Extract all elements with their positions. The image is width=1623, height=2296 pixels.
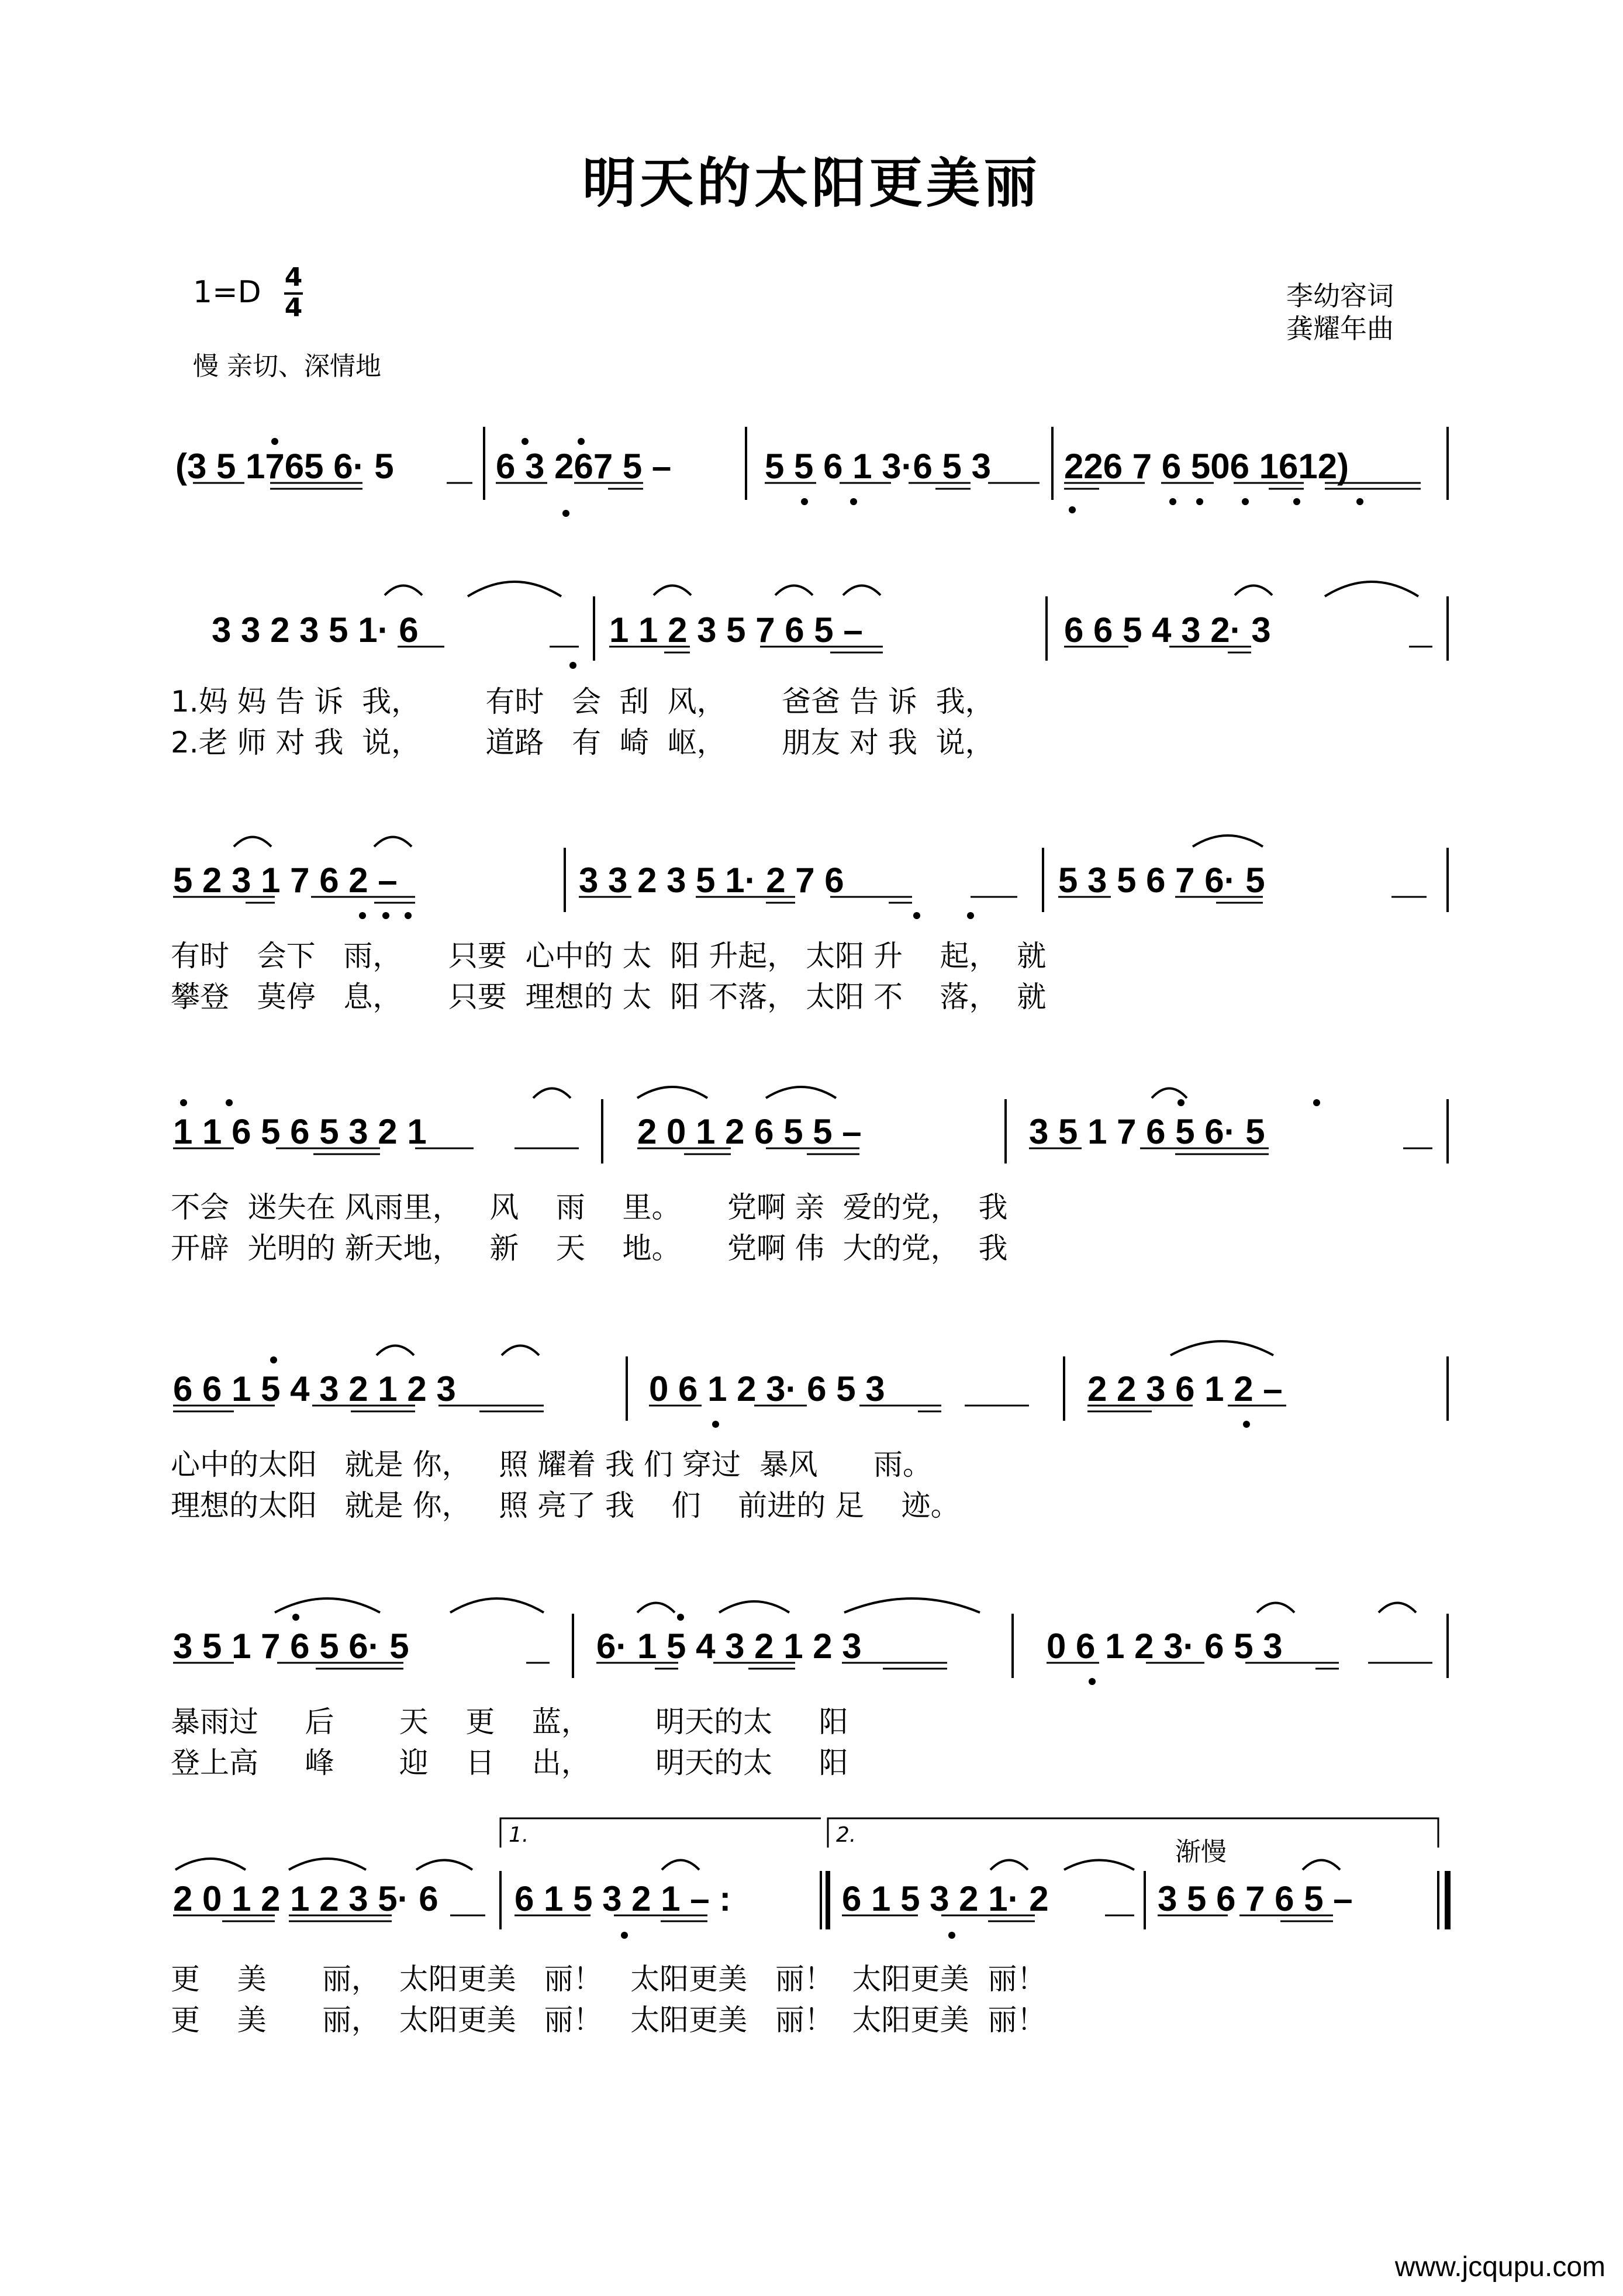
lyrics-row-6-verse-2: 更 美 丽， 太阳更美 丽！ 太阳更美 丽！ 太阳更美 丽！ bbox=[171, 2003, 1047, 2037]
lyrics-row-1-verse-2: 2.老 师 对 我 说， 道路 有 崎 岖， 朋友 对 我 说， bbox=[171, 726, 994, 759]
number-notation bbox=[173, 447, 1353, 1918]
lyrics-row-1-verse-1: 1.妈 妈 告 诉 我， 有时 会 刮 风， 爸爸 告 诉 我， bbox=[171, 685, 994, 719]
notation-row-2b: 1 1 2 3 5 7 6 5 – bbox=[609, 610, 863, 650]
composer: 龚耀年曲 bbox=[1286, 313, 1394, 344]
lyrics-row-5-verse-2: 登上高 峰 迎 日 出， 明天的太 阳 bbox=[171, 1746, 848, 1780]
volta-brackets bbox=[500, 1818, 1438, 1848]
notation-row-3a: 5 2 3 1 7 6 2 – bbox=[173, 861, 398, 900]
notation-row-4b: 2 0 1 2 6 5 5 – bbox=[637, 1112, 862, 1151]
key-signature: 1=D bbox=[193, 275, 261, 310]
lyrics-row-2-verse-2: 攀登 莫停 息， 只要 理想的 太 阳 不落， 太阳 不 落， 就 bbox=[171, 980, 1047, 1014]
lyrics-row-2-verse-1: 有时 会下 雨， 只要 心中的 太 阳 升起， 太阳 升 起， 就 bbox=[171, 939, 1047, 973]
notation-row-1c: 5 5 6 1 3·6 5 3 bbox=[765, 447, 991, 486]
song-title: 明天的太阳更美丽 bbox=[582, 151, 1041, 215]
notation-row-6c: 0 6 1 2 3· 6 5 3 bbox=[1047, 1627, 1283, 1666]
rit-marking: 渐慢 bbox=[1175, 1837, 1227, 1867]
lyrics-row-4-verse-1: 心中的太阳 就是 你， 照 耀着 我 们 穿过 暴风 雨。 bbox=[171, 1448, 932, 1482]
lyrics-row-3-verse-1: 不会 迷失在 风雨里， 风 雨 里。 党啊 亲 爱的党， 我 bbox=[171, 1190, 1008, 1224]
watermark: www.jcqupu.com bbox=[1394, 2252, 1605, 2283]
tempo-marking: 慢 亲切、深情地 bbox=[193, 351, 381, 381]
notation-row-2c: 6 6 5 4 3 2· 3 bbox=[1064, 610, 1271, 650]
notation-row-5b: 0 6 1 2 3· 6 5 3 bbox=[649, 1369, 885, 1408]
notation-row-4c: 3 5 1 7 6 5 6· 5 bbox=[1029, 1112, 1265, 1151]
time-signature-top: 4 bbox=[284, 263, 303, 292]
notation-row-4a: 1 1 6 5 6 5 3 2 1 bbox=[173, 1112, 427, 1151]
ending-2-label: 2. bbox=[836, 1823, 857, 1847]
notation-row-5c: 2 2 3 6 1 2 – bbox=[1087, 1369, 1283, 1408]
notation-row-7d: 3 5 6 7 6 5 – bbox=[1158, 1879, 1353, 1918]
notation-row-6b: 6· 1 5 4 3 2 1 2 3 bbox=[596, 1627, 862, 1666]
lyrics-row-4-verse-2: 理想的太阳 就是 你， 照 亮了 我 们 前进的 足 迹。 bbox=[171, 1489, 960, 1522]
lyricist: 李幼容词 bbox=[1286, 280, 1394, 312]
notation-row-7b: 6 1 5 3 2 1 – : bbox=[514, 1879, 731, 1918]
notation-row-1: (3 5 1765 6· 5 bbox=[175, 447, 394, 486]
time-signature-bottom: 4 bbox=[284, 293, 303, 323]
lyrics-row-3-verse-2: 开辟 光明的 新天地， 新 天 地。 党啊 伟 大的党， 我 bbox=[171, 1231, 1008, 1265]
notation-row-7a: 2 0 1 2 1 2 3 5· 6 bbox=[173, 1879, 438, 1918]
notation-row-1d: 226 7 6 506 1612) bbox=[1064, 447, 1349, 486]
notation-row-3c: 5 3 5 6 7 6· 5 bbox=[1058, 861, 1265, 900]
notation-row-2a: 3 3 2 3 5 1· 6 bbox=[212, 610, 419, 650]
lyrics-row-6-verse-1: 更 美 丽， 太阳更美 丽！ 太阳更美 丽！ 太阳更美 丽！ bbox=[171, 1962, 1047, 1996]
notation-row-3b: 3 3 2 3 5 1· 2 7 6 bbox=[579, 861, 844, 900]
ending-1-label: 1. bbox=[509, 1823, 529, 1847]
lyrics-row-5-verse-1: 暴雨过 后 天 更 蓝， 明天的太 阳 bbox=[171, 1705, 848, 1739]
notation-row-7c: 6 1 5 3 2 1· 2 bbox=[842, 1879, 1049, 1918]
notation-row-6a: 3 5 1 7 6 5 6· 5 bbox=[173, 1627, 409, 1666]
notation-row-1b: 6 3 267 5 – bbox=[496, 447, 672, 486]
notation-row-5a: 6 6 1 5 4 3 2 1 2 3 bbox=[173, 1369, 456, 1408]
